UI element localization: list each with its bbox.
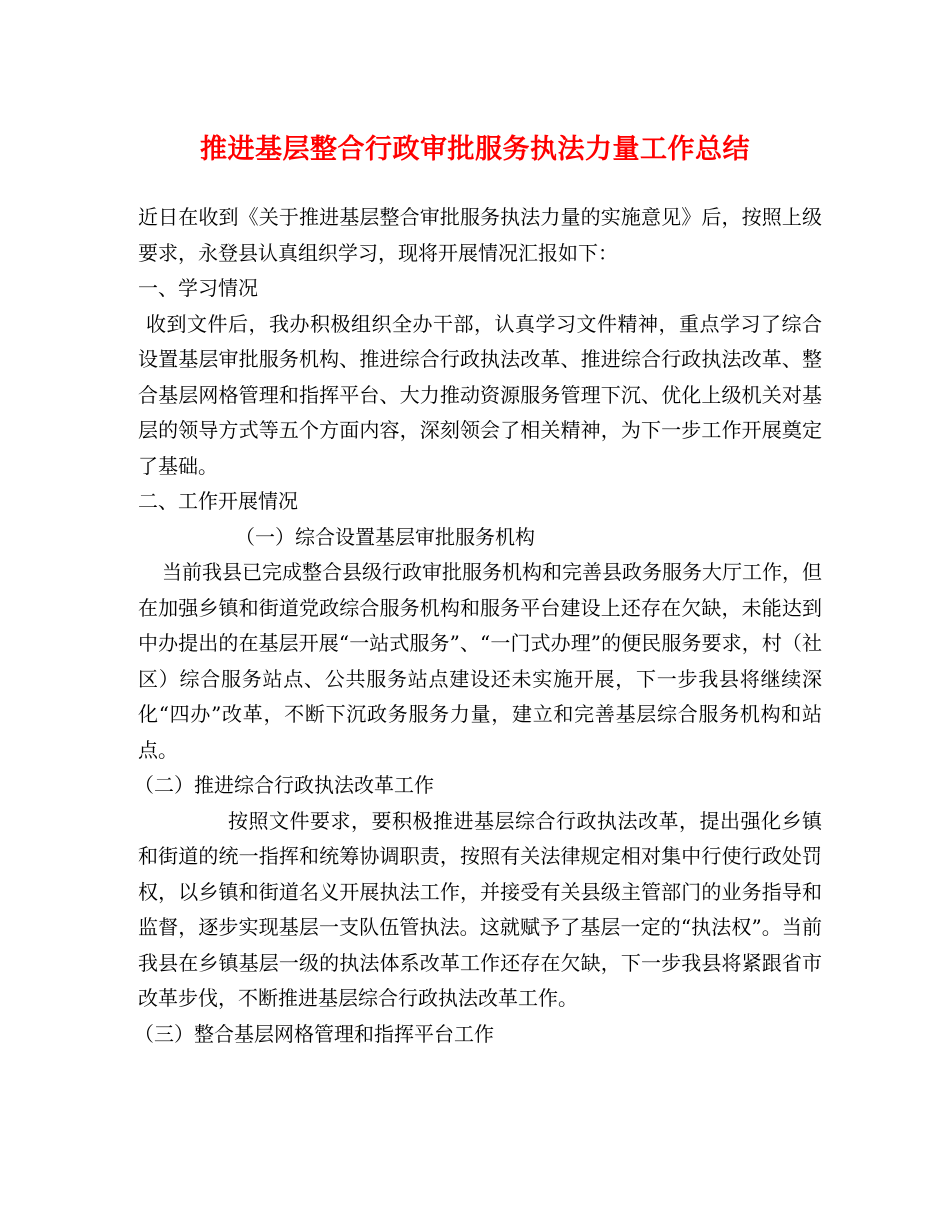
section-heading-2: 二、工作开展情况 [138, 489, 298, 513]
subsection-heading-1: （一）综合设置基层审批服务机构 [235, 524, 535, 549]
study-paragraph: 收到文件后，我办积极组织全办干部，认真学习文件精神，重点学习了综合设置基层审批服务机构、推进综合行政执法改革、推进综合行政执法改革、整合基层网格管理和指挥平台、大力推动资源服务管理下沉、优化上级机关对基层的领导方式等五个方面内容，深刻领会了相关精神，为下一步工作开展奠定了基础。 [138, 311, 822, 478]
subsection-heading-2: （二）推进综合行政执法改革工作 [134, 773, 434, 797]
document-title: 推进基层整合行政审批服务执法力量工作总结 [200, 134, 750, 165]
subsection-heading-3: （三）整合基层网格管理和指挥平台工作 [134, 1021, 494, 1046]
intro-paragraph: 近日在收到《关于推进基层整合审批服务执法力量的实施意见》后，按照上级要求，永登县认真组织学习，现将开展情况汇报如下： [138, 205, 822, 265]
document-body [134, 200, 822, 1052]
approval-service-paragraph: 当前我县已完成整合县级行政审批服务机构和完善县政务服务大厅工作，但在加强乡镇和街道党政综合服务机构和服务平台建设上还存在欠缺，未能达到中办提出的在基层开展“一站式服务”、“一门式办理”的便民服务要求，村（社区）综合服务站点、公共服务站点建设还未实施开展，下一步我县将继续深化“四办”改革，不断下沉政务服务力量，建立和完善基层综合服务机构和站点。 [138, 560, 822, 762]
law-enforcement-paragraph: 按照文件要求，要积极推进基层综合行政执法改革，提出强化乡镇和街道的统一指挥和统筹协调职责，按照有关法律规定相对集中行使行政处罚权，以乡镇和街道名义开展执法工作，并接受有关县级主管部门的业务指导和监督，逐步实现基层一支队伍管执法。这就赋予了基层一定的“执法权”。当前我县在乡镇基层一级的执法体系改革工作还存在欠缺，下一步我县将紧跟省市改革步伐，不断推进基层综合行政执法改革工作。 [138, 808, 822, 1010]
section-heading-1: 一、学习情况 [138, 276, 258, 300]
